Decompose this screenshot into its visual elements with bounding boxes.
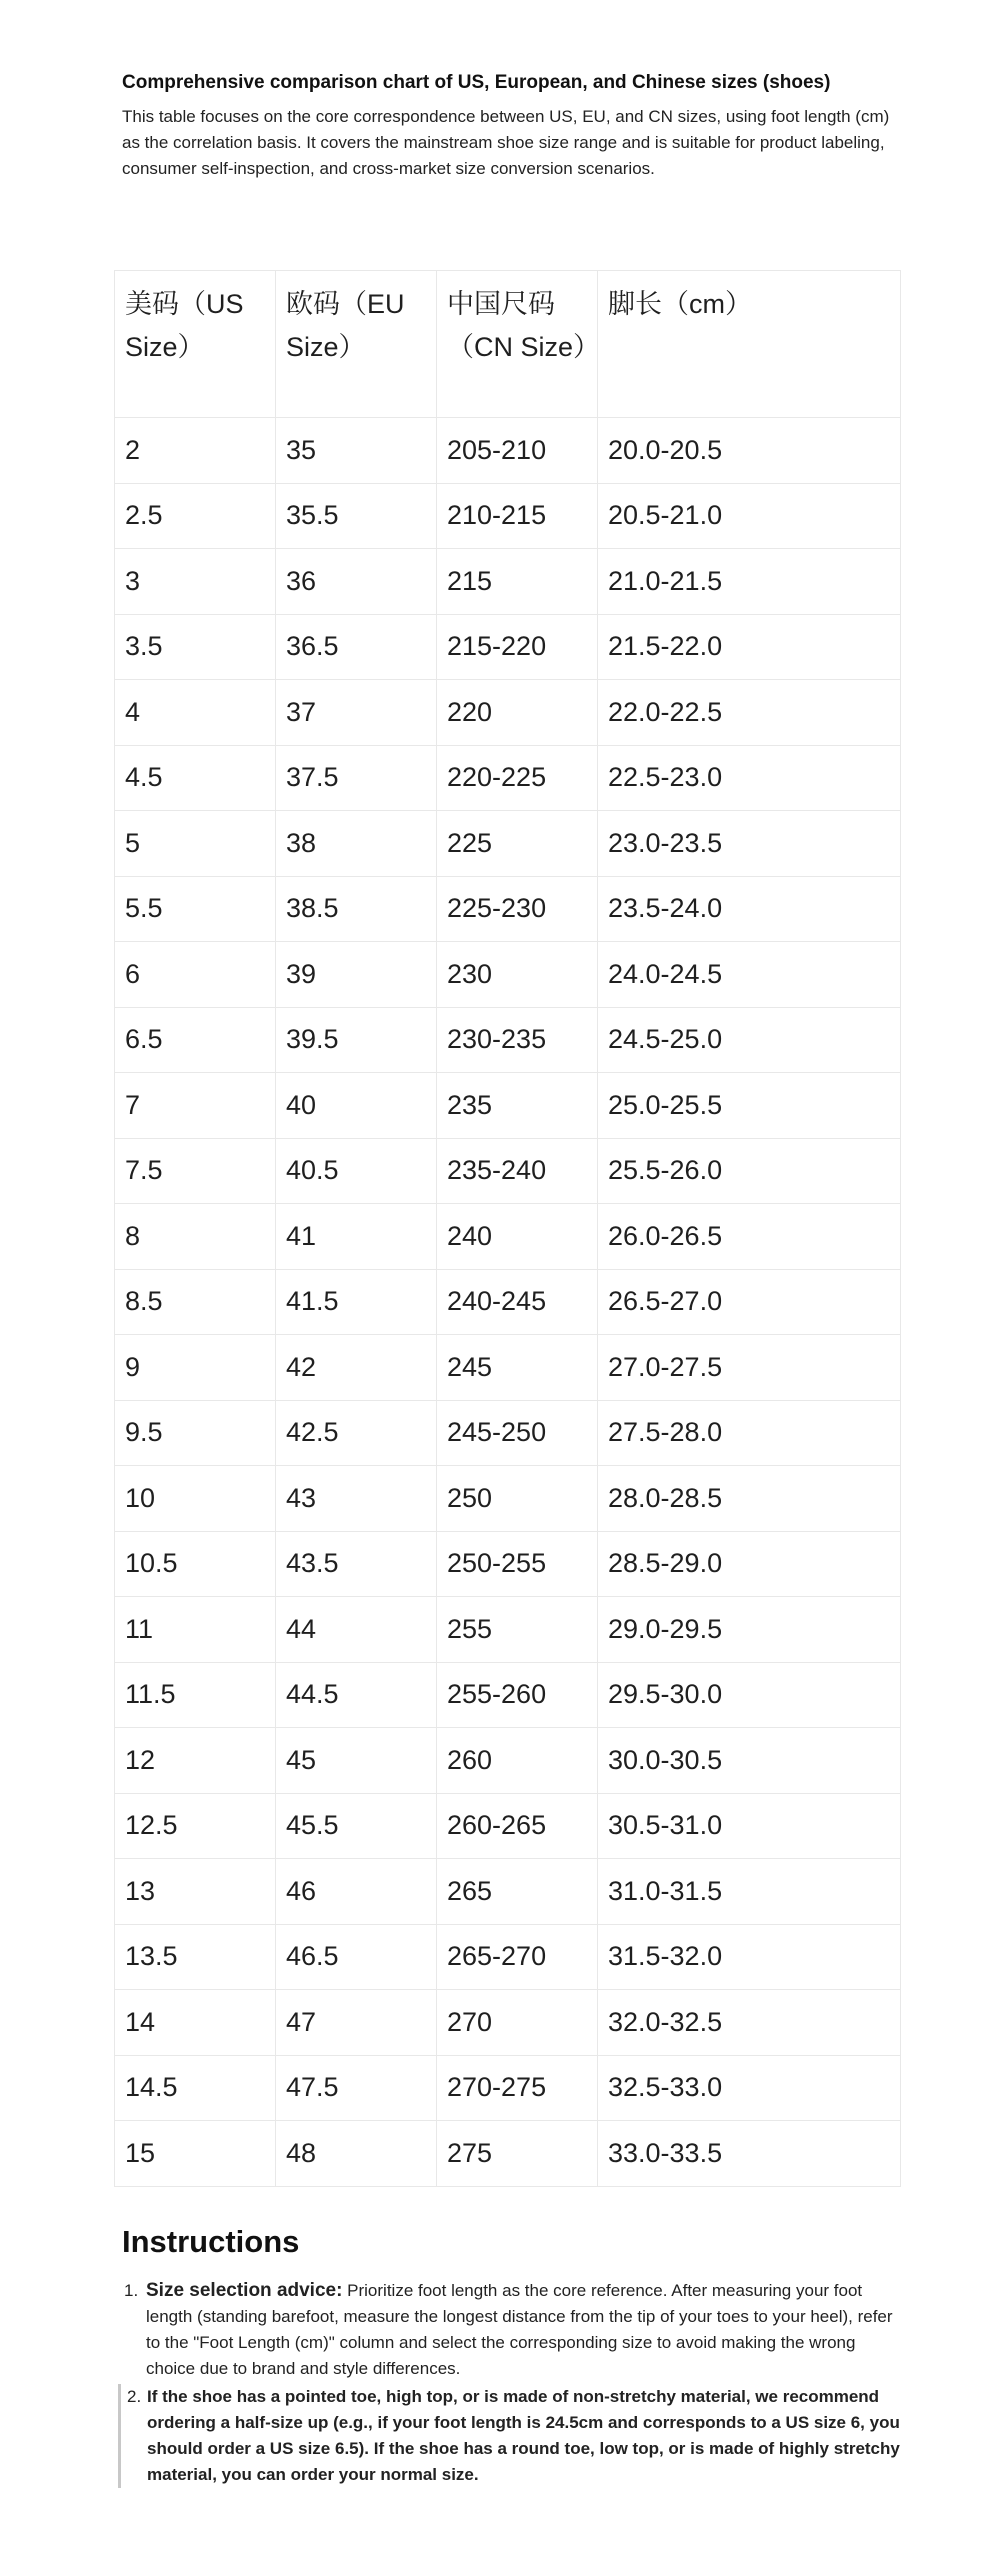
- us-size-cell: 3: [115, 549, 276, 615]
- eu-size-cell: 42.5: [276, 1400, 437, 1466]
- us-size-cell: 10: [115, 1466, 276, 1532]
- eu-size-cell: 46.5: [276, 1924, 437, 1990]
- foot-length-cell: 21.0-21.5: [598, 549, 901, 615]
- cn-size-cell: 230-235: [437, 1007, 598, 1073]
- eu-size-cell: 44: [276, 1597, 437, 1663]
- table-row: [115, 1204, 901, 1270]
- us-size-cell: 15: [115, 2121, 276, 2187]
- foot-length-cell: 23.5-24.0: [598, 876, 901, 942]
- eu-size-cell: 42: [276, 1335, 437, 1401]
- us-size-cell: 4.5: [115, 745, 276, 811]
- us-size-cell: 14: [115, 1990, 276, 2056]
- us-size-cell: 2: [115, 418, 276, 484]
- cn-size-cell: 260: [437, 1728, 598, 1794]
- foot-length-cell: 27.0-27.5: [598, 1335, 901, 1401]
- eu-size-cell: 47: [276, 1990, 437, 2056]
- eu-size-cell: 35.5: [276, 483, 437, 549]
- us-size-cell: 5.5: [115, 876, 276, 942]
- table-row: [115, 483, 901, 549]
- us-size-cell: 11.5: [115, 1662, 276, 1728]
- eu-size-cell: 48: [276, 2121, 437, 2187]
- us-size-cell: 6: [115, 942, 276, 1008]
- table-row: [115, 549, 901, 615]
- eu-size-cell: 39.5: [276, 1007, 437, 1073]
- eu-size-cell: 36.5: [276, 614, 437, 680]
- table-row: [115, 1531, 901, 1597]
- foot-length-cell: 29.0-29.5: [598, 1597, 901, 1663]
- us-size-cell: 7.5: [115, 1138, 276, 1204]
- eu-size-cell: 43: [276, 1466, 437, 1532]
- eu-size-cell: 45: [276, 1728, 437, 1794]
- table-row: [115, 876, 901, 942]
- table-header-row: [115, 271, 901, 418]
- cn-size-cell: 220-225: [437, 745, 598, 811]
- cn-size-cell: 255: [437, 1597, 598, 1663]
- eu-size-cell: 40: [276, 1073, 437, 1139]
- eu-size-cell: 36: [276, 549, 437, 615]
- eu-size-cell: 35: [276, 418, 437, 484]
- instruction-text-2: If the shoe has a pointed toe, high top, or is made of non-stretchy material, we recommend ordering a half-size up (e.g., if your foot length is 24.5cm and corresponds to a US size 6, you should order a US size 6.5). If the shoe has a round toe, low top, or is made of highly stretchy material, you can order your normal size.: [147, 2387, 900, 2484]
- foot-length-cell: 31.5-32.0: [598, 1924, 901, 1990]
- header-foot-length: 脚长（cm）: [598, 271, 901, 418]
- us-size-cell: 7: [115, 1073, 276, 1139]
- cn-size-cell: 250: [437, 1466, 598, 1532]
- foot-length-cell: 27.5-28.0: [598, 1400, 901, 1466]
- us-size-cell: 4: [115, 680, 276, 746]
- intro-paragraph: This table focuses on the core correspondence between US, EU, and CN sizes, using foot length (cm) as the correlation basis. It covers the mainstream shoe size range and is suitable for product labeling, consumer self-inspection, and cross-market size conversion scenarios.: [122, 107, 890, 178]
- table-row: [115, 2121, 901, 2187]
- cn-size-cell: 250-255: [437, 1531, 598, 1597]
- us-size-cell: 12.5: [115, 1793, 276, 1859]
- cn-size-cell: 210-215: [437, 483, 598, 549]
- us-size-cell: 3.5: [115, 614, 276, 680]
- table-row: [115, 1269, 901, 1335]
- foot-length-cell: 29.5-30.0: [598, 1662, 901, 1728]
- table-row: [115, 811, 901, 877]
- table-row: [115, 745, 901, 811]
- header-us-size: 美码（US Size）: [115, 271, 276, 418]
- table-row: [115, 680, 901, 746]
- instruction-item-1: [122, 2278, 900, 2382]
- foot-length-cell: 28.0-28.5: [598, 1466, 901, 1532]
- cn-size-cell: 240: [437, 1204, 598, 1270]
- instruction-item-2: [118, 2384, 900, 2488]
- us-size-cell: 9.5: [115, 1400, 276, 1466]
- eu-size-cell: 39: [276, 942, 437, 1008]
- table-row: [115, 1073, 901, 1139]
- cn-size-cell: 205-210: [437, 418, 598, 484]
- foot-length-cell: 22.0-22.5: [598, 680, 901, 746]
- table-row: [115, 1400, 901, 1466]
- eu-size-cell: 45.5: [276, 1793, 437, 1859]
- eu-size-cell: 46: [276, 1859, 437, 1925]
- cn-size-cell: 245-250: [437, 1400, 598, 1466]
- table-row: [115, 1597, 901, 1663]
- us-size-cell: 13: [115, 1859, 276, 1925]
- foot-length-cell: 32.0-32.5: [598, 1990, 901, 2056]
- instructions-section: [122, 2222, 900, 2488]
- us-size-cell: 2.5: [115, 483, 276, 549]
- cn-size-cell: 270: [437, 1990, 598, 2056]
- table-row: [115, 942, 901, 1008]
- eu-size-cell: 44.5: [276, 1662, 437, 1728]
- table-row: [115, 614, 901, 680]
- eu-size-cell: 40.5: [276, 1138, 437, 1204]
- foot-length-cell: 30.5-31.0: [598, 1793, 901, 1859]
- cn-size-cell: 230: [437, 942, 598, 1008]
- table-row: [115, 1924, 901, 1990]
- table-row: [115, 1138, 901, 1204]
- table-row: [115, 1335, 901, 1401]
- instructions-list: [122, 2278, 900, 2488]
- table-row: [115, 1990, 901, 2056]
- us-size-cell: 12: [115, 1728, 276, 1794]
- foot-length-cell: 28.5-29.0: [598, 1531, 901, 1597]
- us-size-cell: 5: [115, 811, 276, 877]
- table-row: [115, 1007, 901, 1073]
- cn-size-cell: 270-275: [437, 2055, 598, 2121]
- foot-length-cell: 33.0-33.5: [598, 2121, 901, 2187]
- cn-size-cell: 275: [437, 2121, 598, 2187]
- table-row: [115, 418, 901, 484]
- foot-length-cell: 30.0-30.5: [598, 1728, 901, 1794]
- foot-length-cell: 32.5-33.0: [598, 2055, 901, 2121]
- foot-length-cell: 24.5-25.0: [598, 1007, 901, 1073]
- eu-size-cell: 37.5: [276, 745, 437, 811]
- instructions-heading: Instructions: [122, 2224, 300, 2259]
- cn-size-cell: 240-245: [437, 1269, 598, 1335]
- foot-length-cell: 31.0-31.5: [598, 1859, 901, 1925]
- foot-length-cell: 26.5-27.0: [598, 1269, 901, 1335]
- instruction-lead: Size selection advice:: [146, 2280, 343, 2301]
- eu-size-cell: 43.5: [276, 1531, 437, 1597]
- table-row: [115, 1662, 901, 1728]
- table-row: [115, 1466, 901, 1532]
- cn-size-cell: 225: [437, 811, 598, 877]
- size-comparison-table: [114, 270, 901, 2187]
- table-row: [115, 1793, 901, 1859]
- us-size-cell: 8: [115, 1204, 276, 1270]
- cn-size-cell: 235-240: [437, 1138, 598, 1204]
- us-size-cell: 8.5: [115, 1269, 276, 1335]
- cn-size-cell: 265-270: [437, 1924, 598, 1990]
- foot-length-cell: 26.0-26.5: [598, 1204, 901, 1270]
- eu-size-cell: 38.5: [276, 876, 437, 942]
- cn-size-cell: 225-230: [437, 876, 598, 942]
- cn-size-cell: 255-260: [437, 1662, 598, 1728]
- us-size-cell: 14.5: [115, 2055, 276, 2121]
- foot-length-cell: 22.5-23.0: [598, 745, 901, 811]
- cn-size-cell: 215: [437, 549, 598, 615]
- foot-length-cell: 21.5-22.0: [598, 614, 901, 680]
- eu-size-cell: 47.5: [276, 2055, 437, 2121]
- us-size-cell: 9: [115, 1335, 276, 1401]
- document-header: [122, 70, 900, 182]
- table-row: [115, 1859, 901, 1925]
- foot-length-cell: 20.0-20.5: [598, 418, 901, 484]
- cn-size-cell: 245: [437, 1335, 598, 1401]
- foot-length-cell: 23.0-23.5: [598, 811, 901, 877]
- us-size-cell: 10.5: [115, 1531, 276, 1597]
- table-body: [115, 418, 901, 2187]
- cn-size-cell: 220: [437, 680, 598, 746]
- header-cn-size: 中国尺码（CN Size）: [437, 271, 598, 418]
- cn-size-cell: 260-265: [437, 1793, 598, 1859]
- table-row: [115, 1728, 901, 1794]
- instruction-number-1: 1.: [124, 2281, 139, 2300]
- foot-length-cell: 25.0-25.5: [598, 1073, 901, 1139]
- eu-size-cell: 37: [276, 680, 437, 746]
- us-size-cell: 11: [115, 1597, 276, 1663]
- us-size-cell: 6.5: [115, 1007, 276, 1073]
- document-title: Comprehensive comparison chart of US, European, and Chinese sizes (shoes): [122, 72, 831, 93]
- cn-size-cell: 265: [437, 1859, 598, 1925]
- foot-length-cell: 24.0-24.5: [598, 942, 901, 1008]
- table-row: [115, 2055, 901, 2121]
- instruction-number-2: 2.: [127, 2387, 142, 2406]
- foot-length-cell: 25.5-26.0: [598, 1138, 901, 1204]
- instruction-text-1: Prioritize foot length as the core reference. After measuring your foot length (standing barefoot, measure the longest distance from the tip of your toes to your heel), refer to the "Foot Length (cm)" column and select the corresponding size to avoid making the wrong choice due to brand and style differences.: [146, 2281, 893, 2378]
- us-size-cell: 13.5: [115, 1924, 276, 1990]
- foot-length-cell: 20.5-21.0: [598, 483, 901, 549]
- eu-size-cell: 41.5: [276, 1269, 437, 1335]
- header-eu-size: 欧码（EU Size）: [276, 271, 437, 418]
- cn-size-cell: 235: [437, 1073, 598, 1139]
- cn-size-cell: 215-220: [437, 614, 598, 680]
- eu-size-cell: 38: [276, 811, 437, 877]
- eu-size-cell: 41: [276, 1204, 437, 1270]
